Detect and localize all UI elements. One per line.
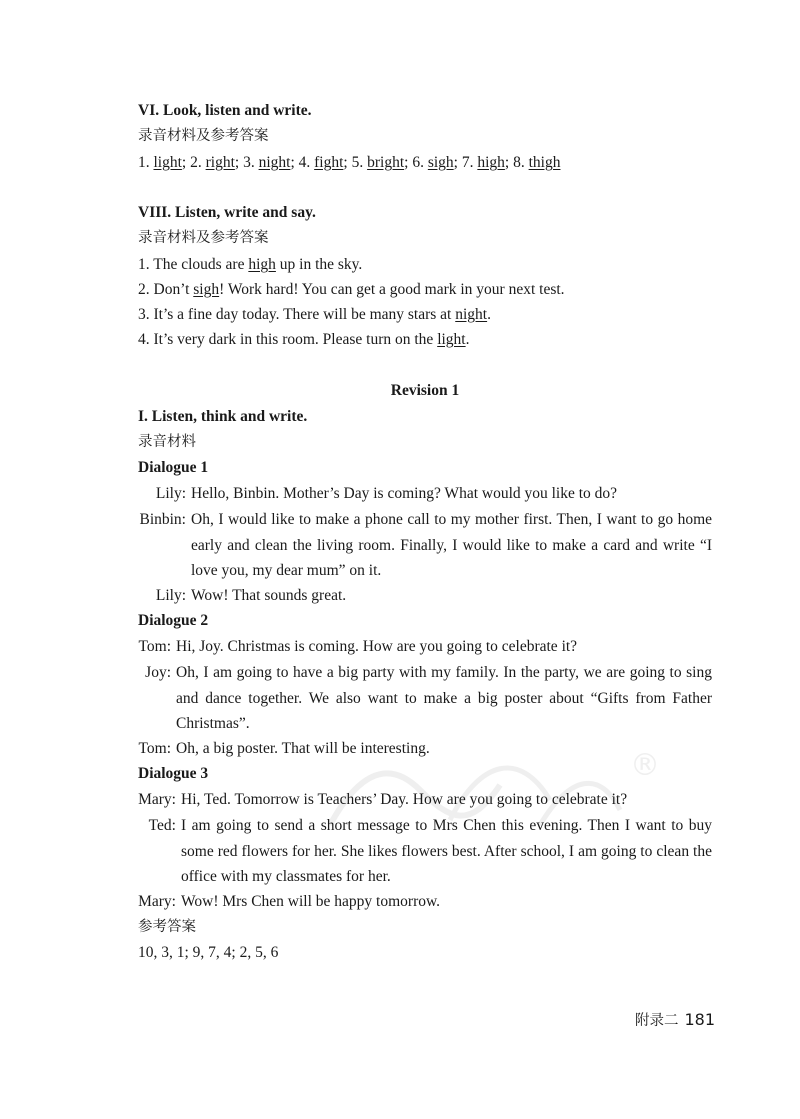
section-viii-sublabel: 录音材料及参考答案 bbox=[138, 230, 269, 246]
section-vi-heading: VI. Look, listen and write. bbox=[138, 102, 312, 119]
section-viii-item-2: 2. Don’t sigh! Work hard! You can get a good mark in your next test. bbox=[138, 281, 565, 298]
section-viii-item-4: 4. It’s very dark in this room. Please turn on the light. bbox=[138, 331, 470, 348]
dialogue-1-line-2: Binbin: Oh, I would like to make a phone call to my mother first. Then, I want to go home early and clean the living room. Finally, I would like to make a card and write “I love you, my dear mum” on it. bbox=[139, 511, 712, 579]
answer-item: 6. sigh; bbox=[412, 154, 462, 171]
page-number: 181 bbox=[684, 1010, 715, 1029]
section-viii-heading: VIII. Listen, write and say. bbox=[138, 204, 316, 221]
dialogue-2-line-1: Tom: Hi, Joy. Christmas is coming. How are you going to celebrate it? bbox=[138, 638, 578, 655]
dialogue-3-title: Dialogue 3 bbox=[138, 765, 209, 782]
appendix-label: 附录二 bbox=[634, 1013, 679, 1029]
dialogue-3-line-1: Mary: Hi, Ted. Tomorrow is Teachers’ Day. How are you going to celebrate it? bbox=[138, 791, 628, 808]
section-viii-item-3: 3. It’s a fine day today. There will be many stars at night. bbox=[138, 306, 491, 323]
answer-item: 2. right; bbox=[190, 154, 244, 171]
registered-mark: ® bbox=[630, 748, 660, 783]
dialogue-1-line-1: Lily: Hello, Binbin. Mother’s Day is coming? What would you like to do? bbox=[155, 485, 618, 502]
dialogue-2-line-3: Tom: Oh, a big poster. That will be interesting. bbox=[138, 740, 430, 757]
answer-item: 1. light; bbox=[138, 154, 191, 171]
page-footer bbox=[635, 1009, 715, 1030]
dialogue-2-line-2: Joy: Oh, I am going to have a big party with my family. In the party, we are going to sing and dance together. We also want to make a big poster about “Gifts from Father Christmas”. bbox=[145, 664, 712, 732]
answer-item: 5. bright; bbox=[351, 154, 413, 171]
dialogue-3-line-2: Ted: I am going to send a short message to Mrs Chen this evening. Then I want to buy some red flowers for her. She likes flowers best. After school, I am going to clean the office with my classmates for her. bbox=[148, 817, 712, 885]
revision-sublabel: 录音材料 bbox=[138, 434, 196, 450]
revision-heading: I. Listen, think and write. bbox=[138, 408, 308, 425]
section-viii-item-1: 1. The clouds are high up in the sky. bbox=[138, 256, 363, 273]
section-vi-answers bbox=[138, 150, 712, 176]
dialogue-1-title: Dialogue 1 bbox=[138, 459, 209, 476]
answer-item: 8. thigh bbox=[513, 154, 561, 171]
section-vi-sublabel: 录音材料及参考答案 bbox=[138, 128, 269, 144]
answer-key: 10, 3, 1; 9, 7, 4; 2, 5, 6 bbox=[138, 944, 279, 961]
answer-item: 7. high; bbox=[461, 154, 514, 171]
answer-label: 参考答案 bbox=[138, 919, 196, 935]
dialogue-3-line-3: Mary: Wow! Mrs Chen will be happy tomorrow. bbox=[138, 893, 441, 910]
dialogue-1-line-3: Lily: Wow! That sounds great. bbox=[155, 587, 347, 604]
revision-title: Revision 1 bbox=[390, 382, 460, 399]
dialogue-2-title: Dialogue 2 bbox=[138, 612, 209, 629]
answer-item: 4. fight; bbox=[298, 154, 352, 171]
answer-item: 3. night; bbox=[243, 154, 299, 171]
